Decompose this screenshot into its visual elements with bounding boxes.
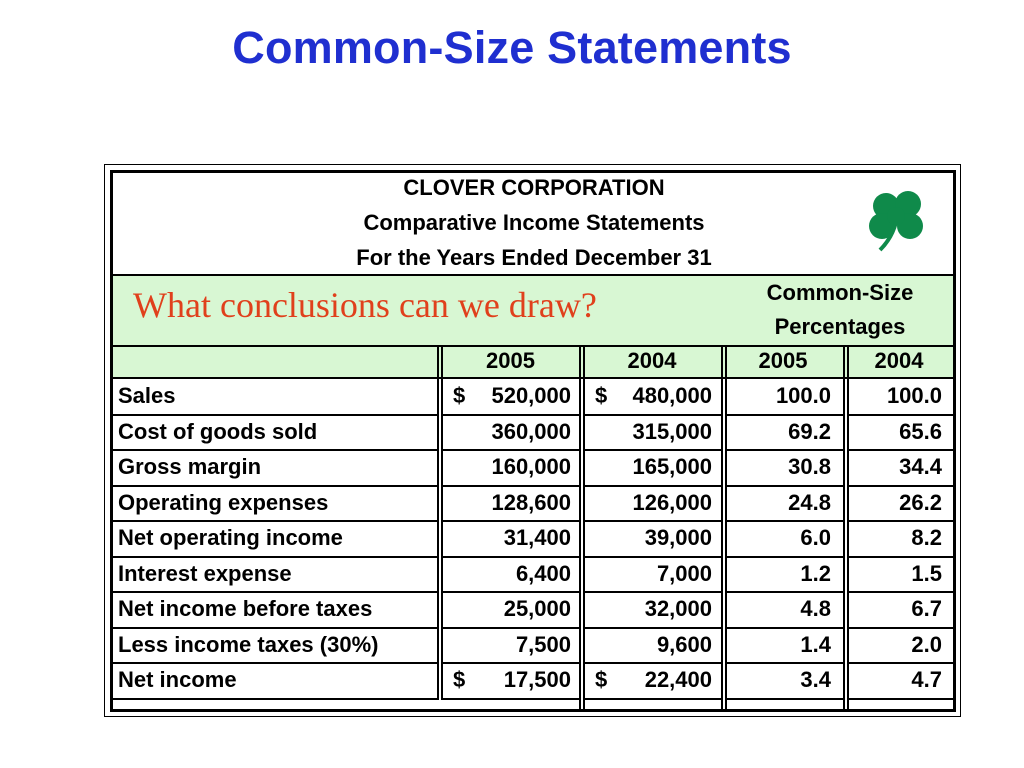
year-header-percent-2004: 2004 — [874, 348, 924, 373]
column-divider — [579, 345, 581, 709]
row-label: Gross margin — [118, 454, 262, 479]
column-divider — [847, 345, 849, 709]
row-divider — [113, 520, 438, 522]
amount-2005: 6,400 — [515, 560, 571, 586]
amount-2005: 160,000 — [491, 454, 571, 479]
row-divider — [725, 591, 843, 593]
statement-period: For the Years Ended December 31 — [356, 245, 712, 270]
row-divider — [441, 556, 579, 558]
percent-2005: 1.2 — [800, 560, 831, 586]
percent-2004: 4.7 — [911, 667, 942, 692]
amount-2004: 126,000 — [632, 489, 712, 515]
amount-2004: 480,000 — [632, 383, 712, 408]
common-size-heading-line2: Percentages — [774, 314, 906, 339]
row-divider — [847, 662, 953, 664]
amount-2004: 7,000 — [656, 560, 712, 586]
column-divider — [843, 345, 845, 709]
amount-2004: 165,000 — [632, 454, 712, 479]
row-divider — [725, 698, 843, 700]
amount-2005: 31,400 — [503, 525, 571, 550]
row-divider — [847, 449, 953, 451]
year-header-percent-2005: 2005 — [758, 348, 808, 373]
row-label: Net income before taxes — [118, 596, 373, 621]
row-divider — [441, 485, 579, 487]
row-divider — [113, 662, 438, 664]
row-divider — [113, 698, 438, 700]
row-divider — [441, 591, 579, 593]
row-label: Less income taxes (30%) — [118, 631, 379, 657]
row-divider — [583, 414, 721, 416]
percent-2004: 26.2 — [899, 489, 942, 515]
row-label: Net income — [118, 667, 237, 692]
percent-2004: 100.0 — [886, 383, 942, 408]
percent-2005: 69.2 — [788, 418, 831, 444]
row-label: Sales — [118, 383, 176, 408]
percent-2005: 3.4 — [800, 667, 831, 692]
row-divider — [113, 627, 438, 629]
row-divider — [847, 591, 953, 593]
row-divider — [583, 449, 721, 451]
row-divider — [583, 520, 721, 522]
percent-2005: 6.0 — [800, 525, 831, 550]
percent-2004: 2.0 — [911, 631, 942, 657]
company-name: CLOVER CORPORATION — [403, 175, 665, 200]
row-label: Operating expenses — [118, 489, 329, 515]
row-label: Interest expense — [118, 560, 292, 586]
column-divider — [725, 345, 727, 709]
row-divider — [847, 556, 953, 558]
percent-2005: 30.8 — [788, 454, 831, 479]
row-divider — [725, 662, 843, 664]
row-divider — [725, 627, 843, 629]
percent-2004: 34.4 — [899, 454, 942, 479]
percent-2005: 1.4 — [800, 631, 831, 657]
row-divider — [847, 485, 953, 487]
row-divider — [725, 485, 843, 487]
currency-symbol: $ — [453, 667, 466, 692]
row-divider — [583, 485, 721, 487]
amount-2005: 128,600 — [491, 489, 571, 515]
row-divider — [113, 556, 438, 558]
amount-2004: 22,400 — [644, 667, 712, 692]
row-divider — [725, 449, 843, 451]
amount-2005: 7,500 — [515, 631, 571, 657]
percent-2005: 4.8 — [800, 596, 831, 621]
row-divider — [441, 449, 579, 451]
amount-2004: 315,000 — [632, 418, 712, 444]
row-label: Cost of goods sold — [118, 418, 318, 444]
amount-2005: 17,500 — [503, 667, 571, 692]
percent-2005: 100.0 — [775, 383, 831, 408]
discussion-question: What conclusions can we draw? — [133, 285, 597, 325]
row-divider — [847, 520, 953, 522]
row-divider — [113, 591, 438, 593]
amount-2004: 39,000 — [644, 525, 712, 550]
row-divider — [441, 520, 579, 522]
row-divider — [583, 591, 721, 593]
year-header-amount-2004: 2004 — [627, 348, 677, 373]
percent-2004: 1.5 — [911, 560, 942, 586]
amount-2005: 25,000 — [503, 596, 571, 621]
row-divider — [113, 449, 438, 451]
row-divider — [113, 414, 438, 416]
currency-symbol: $ — [595, 667, 608, 692]
row-divider — [441, 698, 579, 700]
row-divider — [441, 662, 579, 664]
amount-2004: 32,000 — [644, 596, 712, 621]
row-divider — [583, 662, 721, 664]
amount-2005: 520,000 — [491, 383, 571, 408]
row-divider — [583, 556, 721, 558]
currency-symbol: $ — [453, 383, 466, 408]
row-divider — [847, 627, 953, 629]
row-divider — [847, 698, 953, 700]
row-divider — [583, 698, 721, 700]
row-divider — [847, 414, 953, 416]
row-divider — [441, 627, 579, 629]
row-divider — [113, 485, 438, 487]
year-header-amount-2005: 2005 — [486, 348, 535, 373]
amount-2004: 9,600 — [656, 631, 712, 657]
row-divider — [725, 520, 843, 522]
column-divider — [437, 345, 439, 700]
statement-subtitle: Comparative Income Statements — [363, 210, 705, 235]
row-divider — [725, 556, 843, 558]
common-size-heading-line1: Common-Size — [766, 280, 914, 305]
column-divider — [441, 345, 443, 700]
clover-icon — [862, 188, 934, 254]
percent-2005: 24.8 — [788, 489, 831, 515]
percent-2004: 65.6 — [899, 418, 942, 444]
percent-2004: 8.2 — [911, 525, 942, 550]
currency-symbol: $ — [595, 383, 608, 408]
column-divider — [721, 345, 723, 709]
slide-title: Common-Size Statements — [232, 22, 792, 73]
row-divider — [441, 414, 579, 416]
row-divider — [583, 627, 721, 629]
row-label: Net operating income — [118, 525, 343, 550]
row-divider — [725, 414, 843, 416]
percent-2004: 6.7 — [911, 596, 942, 621]
amount-2005: 360,000 — [491, 418, 571, 444]
column-divider — [583, 345, 585, 709]
